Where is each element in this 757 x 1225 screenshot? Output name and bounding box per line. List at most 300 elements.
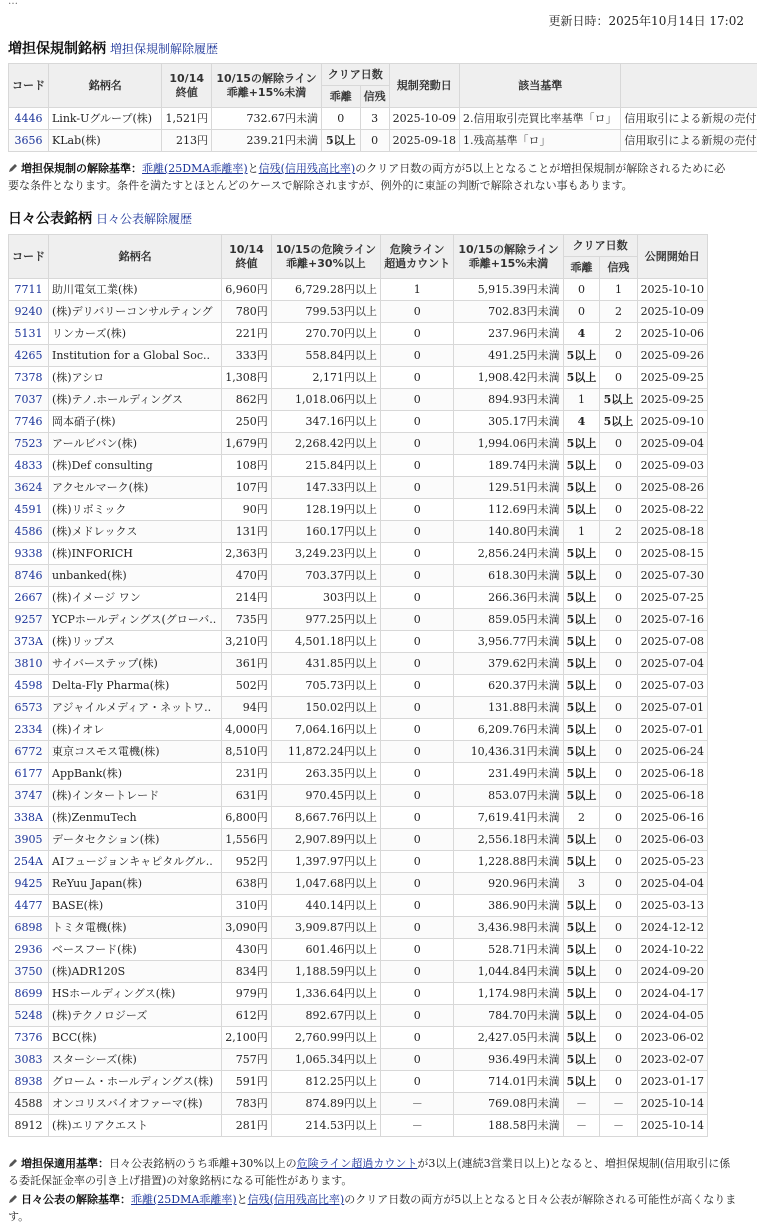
danger-count: 0 [380,851,453,873]
stock-code[interactable] [9,499,49,521]
danger-count: 0 [380,323,453,345]
zoutan-note: 増担保規制の解除基準：乖離(25DMA乖離率)と信残(信用残高比率)のクリア日数の両方が5以上となることが増担保規制が解除されるために必 要な条件となります。条件を満たすとほとんどのケースで解除されますが、例外的に東証の判断で解除されない事もあります。 [8,160,750,194]
publish-date: 2025-10-06 [637,323,707,345]
stock-code[interactable] [9,411,49,433]
stock-name: ベースフード(株) [49,939,222,961]
clear-days-kairi: 0 [322,108,361,130]
stock-code-link[interactable]: 254A [14,855,43,868]
stock-code[interactable] [9,1027,49,1049]
stock-code-link[interactable]: 4598 [15,679,43,692]
stock-code-link[interactable]: 4586 [15,525,43,538]
release-line: 386.90円未満 [454,895,563,917]
stock-code[interactable] [9,521,49,543]
stock-code[interactable] [9,895,49,917]
stock-code[interactable] [9,763,49,785]
danger-line: 3,249.23円以上 [271,543,380,565]
danger-count: 0 [380,609,453,631]
publish-date: 2025-09-25 [637,389,707,411]
table-row [9,763,708,785]
zoutan-col-name: 銘柄名 [49,64,162,108]
zoutan-table [8,63,757,152]
close-price: 1,556円 [222,829,272,851]
stock-code[interactable] [9,631,49,653]
stock-name: データセクション(株) [49,829,222,851]
release-line: 618.30円未満 [454,565,563,587]
release-line: 6,209.76円未満 [454,719,563,741]
nichi-col-kairi: 乖離 [563,257,600,279]
clear-days-shinzan: 0 [600,961,637,983]
table-row [9,345,708,367]
publish-date: 2025-03-13 [637,895,707,917]
close-price: 591円 [222,1071,272,1093]
release-line: 379.62円未満 [454,653,563,675]
stock-code[interactable] [9,1005,49,1027]
clear-days-kairi: 5以上 [563,961,600,983]
stock-code-link[interactable]: 9240 [15,305,43,318]
table-row [9,1005,708,1027]
shinzan-definition-link[interactable]: 信残(信用残高比率) [259,162,356,175]
clear-days-shinzan: － [600,1115,637,1137]
danger-count: 0 [380,719,453,741]
stock-code[interactable] [9,719,49,741]
stock-code-link[interactable]: 6772 [15,745,43,758]
zoutan-col-kairi: 乖離 [322,86,361,108]
danger-count: 0 [380,301,453,323]
release-line: 528.71円未満 [454,939,563,961]
danger-line: 431.85円以上 [271,653,380,675]
table-row [9,785,708,807]
stock-code-link[interactable]: 373A [14,635,43,648]
clear-days-shinzan: 0 [600,653,637,675]
stock-name: (株)イメージ ワン [49,587,222,609]
nichi-col-release-line: 10/15の解除ライン 乖離+15%未満 [454,235,563,279]
clear-days-kairi: 5以上 [563,697,600,719]
updated-timestamp: 更新日時：2025年10月14日 17:02 [549,12,744,29]
close-price: 3,090円 [222,917,272,939]
stock-code-link[interactable]: 3656 [15,134,43,147]
stock-code-link[interactable]: 3750 [15,965,43,978]
stock-code[interactable] [9,433,49,455]
nichi-col-count: 危険ライン 超過カウント [380,235,453,279]
stock-code-link[interactable]: 4477 [15,899,43,912]
publish-date: 2023-06-02 [637,1027,707,1049]
publish-date: 2025-10-09 [637,301,707,323]
clear-days-shinzan: － [600,1093,637,1115]
clear-days-shinzan: 0 [600,829,637,851]
clear-days-shinzan: 0 [600,1027,637,1049]
danger-line: 970.45円以上 [271,785,380,807]
clear-days-shinzan: 0 [600,367,637,389]
publish-date: 2025-09-25 [637,367,707,389]
stock-code[interactable] [9,609,49,631]
stock-code[interactable] [9,741,49,763]
danger-count: 0 [380,345,453,367]
clear-days-shinzan: 5以上 [600,411,637,433]
clear-days-kairi: 5以上 [563,609,600,631]
danger-count: 0 [380,411,453,433]
stock-code-link[interactable]: 7746 [15,415,43,428]
stock-name: グローム・ホールディングス(株) [49,1071,222,1093]
stock-code-link[interactable]: 9338 [15,547,43,560]
release-line: 3,956.77円未満 [454,631,563,653]
close-price: 281円 [222,1115,272,1137]
clear-days-kairi: － [563,1115,600,1137]
publish-date: 2025-07-04 [637,653,707,675]
stock-code-link[interactable]: 6177 [15,767,43,780]
close-price: 213円 [162,130,212,152]
close-price: 979円 [222,983,272,1005]
stock-code[interactable] [9,697,49,719]
stock-code[interactable] [9,108,49,130]
close-price: 2,100円 [222,1027,272,1049]
close-price: 8,510円 [222,741,272,763]
shinzan-definition-link[interactable]: 信残(信用残高比率) [248,1193,345,1206]
danger-count: 0 [380,763,453,785]
clear-days-shinzan: 0 [600,477,637,499]
clear-days-kairi: 5以上 [563,455,600,477]
clear-days-shinzan: 2 [600,323,637,345]
danger-line: 1,065.34円以上 [271,1049,380,1071]
clear-days-kairi: 5以上 [563,741,600,763]
clear-days-shinzan: 0 [600,631,637,653]
release-line: 305.17円未満 [454,411,563,433]
clear-days-shinzan: 0 [600,719,637,741]
publish-date: 2025-10-10 [637,279,707,301]
danger-line: 799.53円以上 [271,301,380,323]
zoutan-history-link[interactable]: 増担保規制解除履歴 [110,42,218,56]
publish-date: 2025-08-15 [637,543,707,565]
stock-code[interactable] [9,389,49,411]
danger-line: 1,336.64円以上 [271,983,380,1005]
danger-count: － [380,1115,453,1137]
stock-code-link[interactable]: 7376 [15,1031,43,1044]
stock-code-link[interactable]: 338A [14,811,43,824]
stock-code[interactable] [9,807,49,829]
clear-days-shinzan: 0 [600,609,637,631]
clear-days-kairi: 1 [563,521,600,543]
danger-line: 2,171円以上 [271,367,380,389]
release-line: 1,994.06円未満 [454,433,563,455]
stock-name: (株)リボミック [49,499,222,521]
stock-code-link[interactable]: 2667 [15,591,43,604]
close-price: 783円 [222,1093,272,1115]
clear-days-kairi: 5以上 [322,130,361,152]
table-row [9,609,708,631]
danger-line: 812.25円以上 [271,1071,380,1093]
danger-count: 0 [380,895,453,917]
release-line: 129.51円未満 [454,477,563,499]
publish-date: 2025-08-18 [637,521,707,543]
danger-count: 0 [380,1027,453,1049]
close-price: 3,210円 [222,631,272,653]
clear-days-shinzan: 0 [600,763,637,785]
close-price: 1,679円 [222,433,272,455]
stock-code[interactable] [9,587,49,609]
stock-code[interactable] [9,939,49,961]
stock-code-link[interactable]: 8699 [15,987,43,1000]
table-row [9,829,708,851]
danger-count: 0 [380,807,453,829]
table-row [9,130,757,152]
table-row [9,301,708,323]
stock-code-link[interactable]: 3083 [15,1053,43,1066]
clear-days-shinzan: 0 [600,543,637,565]
stock-code-link[interactable]: 4265 [15,349,43,362]
danger-line: 1,018.06円以上 [271,389,380,411]
publish-date: 2024-09-20 [637,961,707,983]
stock-code-link[interactable]: 3810 [15,657,43,670]
stock-code-link[interactable]: 3905 [15,833,43,846]
top-cut-off-header [8,0,128,4]
clear-days-shinzan: 0 [600,675,637,697]
clear-days-kairi: 5以上 [563,565,600,587]
stock-code[interactable] [9,829,49,851]
close-price: 310円 [222,895,272,917]
danger-count: 0 [380,587,453,609]
stock-code-link[interactable]: 7711 [15,283,43,296]
danger-line: 215.84円以上 [271,455,380,477]
stock-name: BASE(株) [49,895,222,917]
danger-line: 1,188.59円以上 [271,961,380,983]
stock-code-link[interactable]: 3624 [15,481,43,494]
stock-code-link[interactable]: 6898 [15,921,43,934]
stock-name: BCC(株) [49,1027,222,1049]
stock-code-link[interactable]: 2936 [15,943,43,956]
table-row [9,389,708,411]
release-line: 702.83円未満 [454,301,563,323]
publish-date: 2025-06-16 [637,807,707,829]
stock-code-link[interactable]: 9425 [15,877,43,890]
stock-code-link[interactable]: 5248 [15,1009,43,1022]
release-line: 769.08円未満 [454,1093,563,1115]
danger-line: 303円以上 [271,587,380,609]
publish-date: 2025-09-26 [637,345,707,367]
publish-date: 2024-12-12 [637,917,707,939]
danger-line: 2,907.89円以上 [271,829,380,851]
table-row [9,719,708,741]
stock-code[interactable] [9,851,49,873]
clear-days-shinzan: 0 [600,345,637,367]
danger-count: 0 [380,433,453,455]
stock-code-link[interactable]: 9257 [15,613,43,626]
stock-code[interactable] [9,279,49,301]
stock-name: (株)リップス [49,631,222,653]
stock-name: Institution for a Global Soc.. [49,345,222,367]
clear-days-kairi: 5以上 [563,1049,600,1071]
close-price: 1,521円 [162,108,212,130]
stock-code[interactable] [9,301,49,323]
release-line: 894.93円未満 [454,389,563,411]
clear-days-shinzan: 0 [600,785,637,807]
nichi-col-date: 公開開始日 [637,235,707,279]
clear-days-kairi: 5以上 [563,477,600,499]
publish-date: 2025-07-08 [637,631,707,653]
stock-name: AIフュージョンキャピタルグル.. [49,851,222,873]
stock-code[interactable] [9,455,49,477]
danger-line: 2,760.99円以上 [271,1027,380,1049]
danger-count: 0 [380,785,453,807]
release-line: 853.07円未満 [454,785,563,807]
nichi-col-code: コード [9,235,49,279]
clear-days-shinzan: 0 [600,565,637,587]
table-row [9,1071,708,1093]
basis: 1.残高基準「ロ」 [460,130,621,152]
stock-code[interactable] [9,917,49,939]
danger-count: 0 [380,961,453,983]
stock-code-link[interactable]: 7523 [15,437,43,450]
release-line: 188.58円未満 [454,1115,563,1137]
stock-code[interactable] [9,873,49,895]
stock-name: (株)インタートレード [49,785,222,807]
stock-name: (株)テノ.ホールディングス [49,389,222,411]
regulation-date: 2025-10-09 [389,108,459,130]
stock-code-link[interactable]: 8746 [15,569,43,582]
publish-date: 2024-04-05 [637,1005,707,1027]
zoutan-section-header [8,38,218,58]
clear-days-shinzan: 0 [600,939,637,961]
table-row [9,697,708,719]
stock-code[interactable] [9,653,49,675]
danger-count: 0 [380,983,453,1005]
clear-days-kairi: 5以上 [563,345,600,367]
clear-days-kairi: － [563,1093,600,1115]
publish-date: 2025-07-30 [637,565,707,587]
table-row [9,433,708,455]
stock-name: サイバーステップ(株) [49,653,222,675]
clear-days-shinzan: 2 [600,521,637,543]
release-line: 2,856.24円未満 [454,543,563,565]
danger-line: 150.02円以上 [271,697,380,719]
table-row [9,851,708,873]
nichi-col-name: 銘柄名 [49,235,222,279]
kairi-definition-link[interactable]: 乖離(25DMA乖離率) [131,1193,237,1206]
release-line: 920.96円未満 [454,873,563,895]
stock-code[interactable] [9,1049,49,1071]
release-line: 491.25円未満 [454,345,563,367]
danger-line: 3,909.87円以上 [271,917,380,939]
stock-code[interactable] [9,323,49,345]
publish-date: 2023-01-17 [637,1071,707,1093]
clear-days-shinzan: 0 [600,433,637,455]
stock-code[interactable] [9,1071,49,1093]
release-line: 10,436.31円未満 [454,741,563,763]
stock-code-link[interactable]: 5131 [15,327,43,340]
table-row [9,675,708,697]
clear-days-shinzan: 5以上 [600,389,637,411]
stock-name: スターシーズ(株) [49,1049,222,1071]
table-row [9,279,708,301]
close-price: 333円 [222,345,272,367]
stock-code[interactable] [9,543,49,565]
stock-code-link[interactable]: 7378 [15,371,43,384]
stock-code-link[interactable]: 6573 [15,701,43,714]
stock-code-link[interactable]: 3747 [15,789,43,802]
close-price: 862円 [222,389,272,411]
table-row [9,983,708,1005]
stock-code[interactable] [9,565,49,587]
close-price: 631円 [222,785,272,807]
stock-code-link[interactable]: 2334 [15,723,43,736]
stock-code-link[interactable]: 4446 [15,112,43,125]
nichinichi-history-link[interactable]: 日々公表解除履歴 [96,212,192,226]
close-price: 4,000円 [222,719,272,741]
regulation-detail: 信用取引による新規の売付 [621,130,757,152]
clear-days-kairi: 5以上 [563,1005,600,1027]
zoutan-col-code: コード [9,64,49,108]
danger-count: 0 [380,1071,453,1093]
table-row [9,873,708,895]
clear-days-kairi: 5以上 [563,719,600,741]
table-row [9,939,708,961]
release-line: 140.80円未満 [454,521,563,543]
table-row [9,631,708,653]
stock-code-link[interactable]: 4833 [15,459,43,472]
publish-date: 2025-05-23 [637,851,707,873]
stock-code[interactable] [9,345,49,367]
stock-code-link[interactable]: 8938 [15,1075,43,1088]
release-line: 784.70円未満 [454,1005,563,1027]
danger-line: 214.53円以上 [271,1115,380,1137]
stock-code-link[interactable]: 7037 [15,393,43,406]
stock-code[interactable] [9,675,49,697]
clear-days-shinzan: 0 [600,895,637,917]
clear-days-shinzan: 0 [600,1049,637,1071]
danger-count: 0 [380,543,453,565]
nichi-note-release: 日々公表の解除基準：乖離(25DMA乖離率)と信残(信用残高比率)のクリア日数の両方が5以上となると日々公表が解除される可能性が高くなりま す。 [8,1191,750,1225]
stock-code[interactable] [9,130,49,152]
publish-date: 2025-08-26 [637,477,707,499]
clear-days-kairi: 5以上 [563,675,600,697]
publish-date: 2025-07-01 [637,697,707,719]
close-price: 231円 [222,763,272,785]
stock-code: 8912 [9,1115,49,1137]
release-line: 1,044.84円未満 [454,961,563,983]
danger-count: 0 [380,653,453,675]
clear-days-kairi: 1 [563,389,600,411]
stock-code-link[interactable]: 4591 [15,503,43,516]
release-line: 189.74円未満 [454,455,563,477]
stock-code: 4588 [9,1093,49,1115]
danger-count: 0 [380,939,453,961]
danger-line: 263.35円以上 [271,763,380,785]
close-price: 735円 [222,609,272,631]
danger-line: 128.19円以上 [271,499,380,521]
danger-line: 147.33円以上 [271,477,380,499]
stock-code[interactable] [9,785,49,807]
stock-code[interactable] [9,961,49,983]
pencil-icon [8,1194,18,1204]
stock-code[interactable] [9,477,49,499]
clear-days-kairi: 5以上 [563,1071,600,1093]
kairi-definition-link[interactable]: 乖離(25DMA乖離率) [142,162,248,175]
stock-name: アジャイルメディア・ネットワ.. [49,697,222,719]
clear-days-kairi: 5以上 [563,895,600,917]
release-line: 732.67円未満 [211,108,321,130]
release-line: 237.96円未満 [454,323,563,345]
stock-name: (株)デリバリーコンサルティング [49,301,222,323]
table-row [9,108,757,130]
stock-name: (株)テクノロジーズ [49,1005,222,1027]
stock-code[interactable] [9,983,49,1005]
danger-count: － [380,1093,453,1115]
count-definition-link[interactable]: 危険ライン超過カウント [297,1157,418,1170]
zoutan-col-shinzan: 信残 [360,86,389,108]
danger-count: 0 [380,521,453,543]
close-price: 214円 [222,587,272,609]
pencil-icon [8,1158,18,1168]
stock-code[interactable] [9,367,49,389]
stock-name: HSホールディングス(株) [49,983,222,1005]
